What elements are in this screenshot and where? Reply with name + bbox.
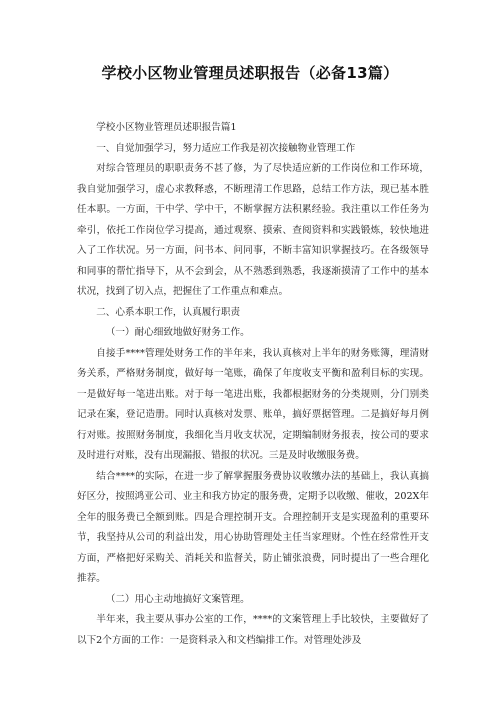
subsection-heading: 二、心系本职工作，认真履行职责 [96, 306, 241, 318]
body-paragraph: 自接手****管理处财务工作的半年来，我认真核对上半年的财务账簿，理清财务关系，严格财务制度，做好每一笔账，确保了年度收支平衡和盈利目标的实现。一是做好每一笔进出账。对于每一笔进出账，我都根据财务的分类规则，分门别类记录在案，登记造册。同时认真核对发票、账单，搞好票据管理。二是搞好每月例行对账。按照财务制度，我细化当月收支状况，定期编制财务报表，按公司的要求及时进行对账，没有出现漏报、错报的状况。三是及时收缴服务费。 [77, 347, 429, 461]
body-paragraph: 结合****的实际，在进一步了解掌握服务费协议收缴办法的基础上，我认真搞好区分，按照鸿亚公司、业主和我方协定的服务费，定期予以收缴、催收，202X年全年的服务费已全额到账。四是合理控制开支。合理控制开支是实现盈利的重要环节，我坚持从公司的利益出发，用心协助管理处主任当家理财。个性在经常性开支方面，严格把好采购关、消耗关和监督关，防止铺张浪费，同时提出了一些合理化推荐。 [77, 470, 429, 584]
subsection-heading: （一）耐心细致地做好财务工作。 [105, 327, 250, 338]
subsection-heading: 一、自觉加强学习，努力适应工作我是初次接触物业管理工作 [96, 142, 356, 154]
document-body [77, 118, 429, 651]
body-paragraph: 对综合管理员的职职责务不甚了修，为了尽快适应新的工作岗位和工作环境，我自觉加强学习，虚心求教释惑，不断理清工作思路，总结工作方法，现已基本胜任本职。一方面，干中学、学中干，不断掌握方法积累经验。我注重以工作任务为牵引，依托工作岗位学习提高，通过观察、摸索、查阅资料和实践锻炼，较快地进入了工作状况。另一方面，问书本、问同事，不断丰富知识掌握技巧。在各级领导和同事的帮忙指导下，从不会到会，从不熟悉到熟悉，我逐渐摸清了工作中的基本状况，找到了切入点，把握住了工作重点和难点。 [77, 163, 429, 297]
body-paragraph: 半年来，我主要从事办公室的工作，****的文案管理上手比较快，主要做好了以下2个方面的工作：一是资料录入和文档编排工作。对管理处涉及 [77, 614, 429, 646]
section-heading: 学校小区物业管理员述职报告篇1 [96, 122, 237, 133]
document-title: 学校小区物业管理员述职报告（必备13篇） [101, 64, 399, 82]
subsection-heading: （二）用心主动地搞好文案管理。 [105, 593, 250, 605]
